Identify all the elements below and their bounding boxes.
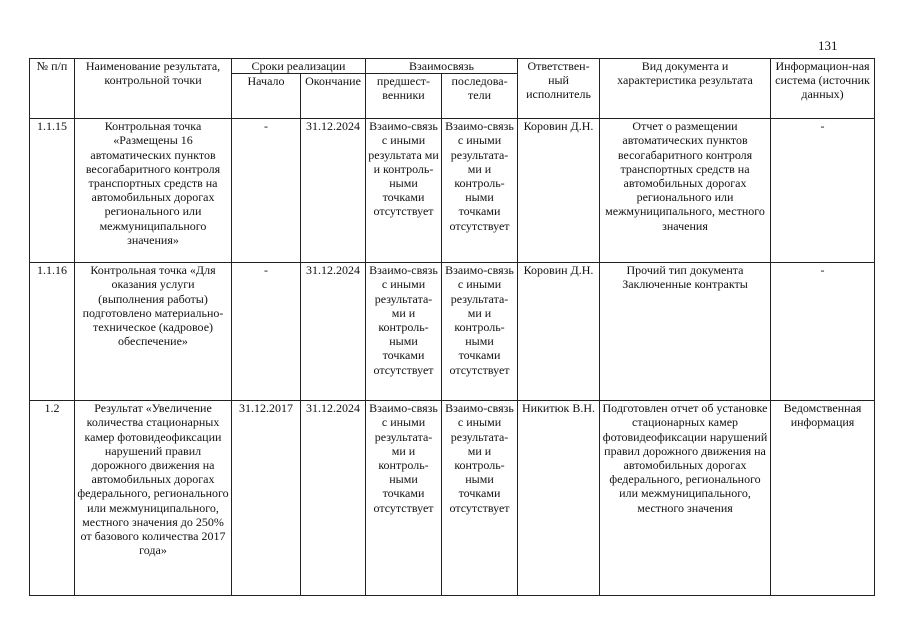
row-responsible: Коровин Д.Н.: [518, 119, 600, 263]
row-end: 31.12.2024: [301, 119, 366, 263]
row-doc-type: Прочий тип документа Заключенные контракты: [600, 263, 771, 401]
row-doc-type: Отчет о размещении автоматических пунктов весогабаритного контроля транспортных средств на автомобильных дорогах регионального или межмуниципального, местного значения: [600, 119, 771, 263]
row-responsible: Коровин Д.Н.: [518, 263, 600, 401]
row-successors: Взаимо-связь с иными результата-ми и контроль-ными точками отсутствует: [442, 119, 518, 263]
header-relation: Взаимосвязь: [366, 59, 518, 74]
row-num: 1.2: [30, 401, 75, 596]
table-row: [30, 401, 875, 596]
header-predecessors: предшест-венники: [366, 74, 442, 119]
row-info-system: Ведомственная информация: [771, 401, 875, 596]
row-start: -: [232, 119, 301, 263]
row-successors: Взаимо-связь с иными результата-ми и контроль-ными точками отсутствует: [442, 263, 518, 401]
row-predecessors: Взаимо-связь с иными результата-ми и контроль-ными точками отсутствует: [366, 401, 442, 596]
header-responsible: Ответствен-ный исполнитель: [518, 59, 600, 119]
page-number: 131: [818, 38, 838, 53]
row-info-system: -: [771, 263, 875, 401]
row-start: 31.12.2017: [232, 401, 301, 596]
row-name: Контрольная точка «Размещены 16 автоматических пунктов весогабаритного контроля транспортных средств на автомобильных дорогах регионального или межмуниципального значения»: [75, 119, 232, 263]
header-num: № п/п: [30, 59, 75, 119]
table-row: [30, 119, 875, 263]
header-info-system: Информацион-ная система (источник данных): [771, 59, 875, 119]
row-predecessors: Взаимо-связь с иными результата-ми и контроль-ными точками отсутствует: [366, 263, 442, 401]
row-num: 1.1.16: [30, 263, 75, 401]
header-start: Начало: [232, 74, 301, 119]
header-successors: последова-тели: [442, 74, 518, 119]
header-doc-type: Вид документа и характеристика результата: [600, 59, 771, 119]
header-name: Наименование результата, контрольной точки: [75, 59, 232, 119]
results-table: [29, 58, 875, 596]
header-end: Окончание: [301, 74, 366, 119]
header-terms: Сроки реализации: [232, 59, 366, 74]
row-num: 1.1.15: [30, 119, 75, 263]
table-row: [30, 263, 875, 401]
row-end: 31.12.2024: [301, 401, 366, 596]
row-doc-type: Подготовлен отчет об установке стационарных камер фотовидеофиксации нарушений правил дорожного движения на автомобильных дорогах федерального, регионального или межмуниципального, местного значения: [600, 401, 771, 596]
row-responsible: Никитюк В.Н.: [518, 401, 600, 596]
row-end: 31.12.2024: [301, 263, 366, 401]
row-info-system: -: [771, 119, 875, 263]
row-start: -: [232, 263, 301, 401]
row-name: Результат «Увеличение количества стационарных камер фотовидеофиксации нарушений правил дорожного движения на автомобильных дорогах федерального, регионального или межмуниципального, местного значения до 250% от базового количества 2017 года»: [75, 401, 232, 596]
row-predecessors: Взаимо-связь с иными результата ми и контроль-ными точками отсутствует: [366, 119, 442, 263]
row-successors: Взаимо-связь с иными результата-ми и контроль-ными точками отсутствует: [442, 401, 518, 596]
row-name: Контрольная точка «Для оказания услуги (выполнения работы) подготовлено материально-техническое (кадровое) обеспечение»: [75, 263, 232, 401]
